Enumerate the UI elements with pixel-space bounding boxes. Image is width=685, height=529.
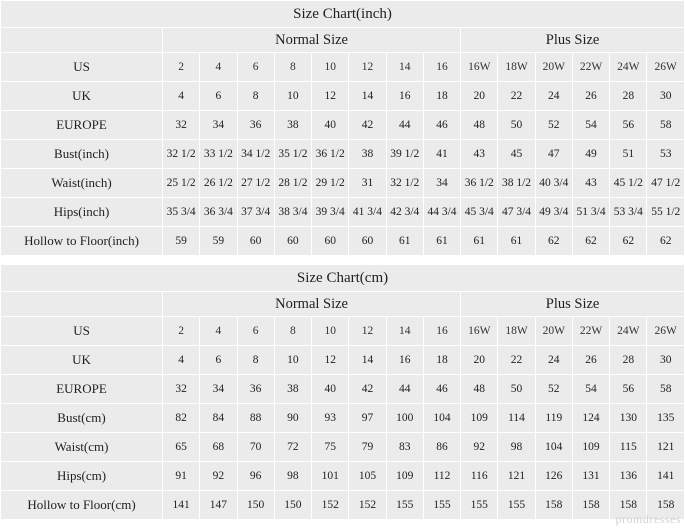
cell: 33 1/2	[200, 140, 237, 169]
table-row	[1, 404, 685, 433]
cell: 48	[461, 111, 498, 140]
table-title-row	[1, 265, 685, 292]
cell: 38	[349, 140, 386, 169]
cell: 12	[349, 53, 386, 82]
cell: 56	[610, 375, 647, 404]
cell: 101	[312, 462, 349, 491]
row-label: UK	[1, 82, 163, 111]
row-label: Bust(cm)	[1, 404, 163, 433]
cell: 44 3/4	[423, 198, 460, 227]
cell: 38 3/4	[274, 198, 311, 227]
table-row	[1, 433, 685, 462]
cell: 26W	[647, 317, 685, 346]
cell: 141	[647, 462, 685, 491]
row-label: Hollow to Floor(inch)	[1, 227, 163, 256]
cell: 26 1/2	[200, 169, 237, 198]
cell: 51	[610, 140, 647, 169]
cell: 4	[163, 82, 200, 111]
cell: 68	[200, 433, 237, 462]
cell: 54	[572, 375, 609, 404]
cell: 61	[386, 227, 423, 256]
cell: 8	[274, 53, 311, 82]
cell: 16W	[461, 317, 498, 346]
cell: 41	[423, 140, 460, 169]
cell: 115	[610, 433, 647, 462]
cell: 93	[312, 404, 349, 433]
cell: 38	[274, 375, 311, 404]
table-row	[1, 169, 685, 198]
cell: 46	[423, 111, 460, 140]
cell: 58	[647, 375, 685, 404]
row-label: EUROPE	[1, 375, 163, 404]
cell: 36	[237, 375, 274, 404]
cell: 36	[237, 111, 274, 140]
cell: 32 1/2	[386, 169, 423, 198]
cell: 150	[237, 491, 274, 520]
cell: 83	[386, 433, 423, 462]
cell: 97	[349, 404, 386, 433]
cell: 10	[274, 82, 311, 111]
row-label: US	[1, 53, 163, 82]
cell: 56	[610, 111, 647, 140]
watermark-text: promdresses	[615, 512, 681, 526]
cell: 47 1/2	[647, 169, 685, 198]
cell: 92	[461, 433, 498, 462]
cell: 36 1/2	[461, 169, 498, 198]
row-label: Waist(inch)	[1, 169, 163, 198]
cell: 14	[349, 82, 386, 111]
cell: 109	[572, 433, 609, 462]
cell: 26W	[647, 53, 685, 82]
cell: 130	[610, 404, 647, 433]
cell: 158	[647, 491, 685, 520]
cell: 152	[349, 491, 386, 520]
cell: 62	[647, 227, 685, 256]
cell: 136	[610, 462, 647, 491]
cell: 105	[349, 462, 386, 491]
corner-cell	[1, 292, 163, 317]
table-row	[1, 82, 685, 111]
cell: 155	[498, 491, 535, 520]
cell: 36 1/2	[312, 140, 349, 169]
cell: 40	[312, 375, 349, 404]
table-row	[1, 198, 685, 227]
cell: 32 1/2	[163, 140, 200, 169]
cell: 84	[200, 404, 237, 433]
cell: 18	[423, 346, 460, 375]
cell: 31	[349, 169, 386, 198]
cell: 43	[461, 140, 498, 169]
corner-cell	[1, 28, 163, 53]
cell: 12	[349, 317, 386, 346]
cell: 44	[386, 111, 423, 140]
cell: 6	[237, 53, 274, 82]
cell: 59	[163, 227, 200, 256]
size-chart-cm-block	[0, 264, 685, 520]
cell: 4	[200, 317, 237, 346]
cell: 131	[572, 462, 609, 491]
cell: 40	[312, 111, 349, 140]
cell: 14	[349, 346, 386, 375]
cell: 37 3/4	[237, 198, 274, 227]
cell: 92	[200, 462, 237, 491]
cell: 62	[535, 227, 572, 256]
row-label: Bust(inch)	[1, 140, 163, 169]
size-chart-inch-table	[0, 0, 685, 256]
cell: 8	[237, 346, 274, 375]
cell: 36 3/4	[200, 198, 237, 227]
cell: 8	[237, 82, 274, 111]
cell: 26	[572, 346, 609, 375]
cell: 20	[461, 82, 498, 111]
cell: 150	[274, 491, 311, 520]
cell: 29 1/2	[312, 169, 349, 198]
cell: 16	[386, 82, 423, 111]
cell: 46	[423, 375, 460, 404]
cell: 22	[498, 346, 535, 375]
cell: 20	[461, 346, 498, 375]
cell: 4	[200, 53, 237, 82]
cell: 14	[386, 317, 423, 346]
cell: 22W	[572, 53, 609, 82]
cell: 47	[535, 140, 572, 169]
cell: 59	[200, 227, 237, 256]
cell: 158	[535, 491, 572, 520]
cell: 45 1/2	[610, 169, 647, 198]
cell: 16	[423, 317, 460, 346]
cell: 51 3/4	[572, 198, 609, 227]
row-label: Waist(cm)	[1, 433, 163, 462]
cell: 18W	[498, 317, 535, 346]
table-row	[1, 227, 685, 256]
cell: 82	[163, 404, 200, 433]
cell: 4	[163, 346, 200, 375]
cell: 35 3/4	[163, 198, 200, 227]
cell: 155	[423, 491, 460, 520]
table-row	[1, 140, 685, 169]
cell: 60	[312, 227, 349, 256]
chart-title: Size Chart(cm)	[1, 265, 685, 292]
table-row	[1, 491, 685, 520]
cell: 88	[237, 404, 274, 433]
cell: 124	[572, 404, 609, 433]
cell: 12	[312, 346, 349, 375]
cell: 55 1/2	[647, 198, 685, 227]
cell: 104	[535, 433, 572, 462]
cell: 100	[386, 404, 423, 433]
group-header-normal: Normal Size	[163, 292, 461, 317]
table-title-row	[1, 1, 685, 28]
cell: 6	[200, 82, 237, 111]
cell: 6	[200, 346, 237, 375]
cell: 60	[274, 227, 311, 256]
cell: 39 1/2	[386, 140, 423, 169]
cell: 155	[386, 491, 423, 520]
cell: 91	[163, 462, 200, 491]
cell: 53	[647, 140, 685, 169]
table-group-row	[1, 292, 685, 317]
cell: 12	[312, 82, 349, 111]
cell: 41 3/4	[349, 198, 386, 227]
cell: 48	[461, 375, 498, 404]
cell: 62	[610, 227, 647, 256]
cell: 119	[535, 404, 572, 433]
cell: 22	[498, 82, 535, 111]
cell: 49 3/4	[535, 198, 572, 227]
cell: 22W	[572, 317, 609, 346]
cell: 152	[312, 491, 349, 520]
cell: 109	[461, 404, 498, 433]
cell: 158	[572, 491, 609, 520]
cell: 26	[572, 82, 609, 111]
cell: 50	[498, 111, 535, 140]
table-row	[1, 375, 685, 404]
cell: 96	[237, 462, 274, 491]
cell: 104	[423, 404, 460, 433]
cell: 43	[572, 169, 609, 198]
cell: 10	[312, 317, 349, 346]
cell: 38 1/2	[498, 169, 535, 198]
cell: 52	[535, 375, 572, 404]
cell: 61	[423, 227, 460, 256]
cell: 28 1/2	[274, 169, 311, 198]
cell: 79	[349, 433, 386, 462]
row-label: US	[1, 317, 163, 346]
cell: 20W	[535, 53, 572, 82]
cell: 61	[498, 227, 535, 256]
cell: 42	[349, 375, 386, 404]
cell: 60	[349, 227, 386, 256]
cell: 112	[423, 462, 460, 491]
cell: 52	[535, 111, 572, 140]
cell: 75	[312, 433, 349, 462]
cell: 65	[163, 433, 200, 462]
cell: 155	[461, 491, 498, 520]
cell: 62	[572, 227, 609, 256]
cell: 16	[386, 346, 423, 375]
cell: 58	[647, 111, 685, 140]
cell: 25 1/2	[163, 169, 200, 198]
cell: 45	[498, 140, 535, 169]
group-header-plus: Plus Size	[461, 28, 685, 53]
cell: 158	[610, 491, 647, 520]
cell: 53 3/4	[610, 198, 647, 227]
cell: 49	[572, 140, 609, 169]
cell: 114	[498, 404, 535, 433]
cell: 34	[200, 111, 237, 140]
cell: 61	[461, 227, 498, 256]
cell: 109	[386, 462, 423, 491]
cell: 72	[274, 433, 311, 462]
row-label: Hips(inch)	[1, 198, 163, 227]
cell: 45 3/4	[461, 198, 498, 227]
table-group-row	[1, 28, 685, 53]
cell: 8	[274, 317, 311, 346]
cell: 27 1/2	[237, 169, 274, 198]
cell: 135	[647, 404, 685, 433]
cell: 32	[163, 111, 200, 140]
cell: 32	[163, 375, 200, 404]
cell: 42 3/4	[386, 198, 423, 227]
cell: 54	[572, 111, 609, 140]
table-row	[1, 346, 685, 375]
cell: 116	[461, 462, 498, 491]
group-header-normal: Normal Size	[163, 28, 461, 53]
cell: 18	[423, 82, 460, 111]
table-row	[1, 462, 685, 491]
cell: 30	[647, 346, 685, 375]
cell: 121	[647, 433, 685, 462]
chart-title: Size Chart(inch)	[1, 1, 685, 28]
table-row	[1, 111, 685, 140]
cell: 98	[274, 462, 311, 491]
cell: 28	[610, 346, 647, 375]
row-label: Hollow to Floor(cm)	[1, 491, 163, 520]
cell: 90	[274, 404, 311, 433]
cell: 20W	[535, 317, 572, 346]
cell: 44	[386, 375, 423, 404]
cell: 14	[386, 53, 423, 82]
row-label: Hips(cm)	[1, 462, 163, 491]
cell: 47 3/4	[498, 198, 535, 227]
chart-separator	[0, 256, 685, 264]
cell: 70	[237, 433, 274, 462]
cell: 147	[200, 491, 237, 520]
cell: 24	[535, 346, 572, 375]
cell: 24	[535, 82, 572, 111]
size-chart-cm-table	[0, 264, 685, 520]
cell: 10	[274, 346, 311, 375]
cell: 30	[647, 82, 685, 111]
cell: 38	[274, 111, 311, 140]
cell: 10	[312, 53, 349, 82]
cell: 24W	[610, 53, 647, 82]
row-label: UK	[1, 346, 163, 375]
cell: 6	[237, 317, 274, 346]
cell: 86	[423, 433, 460, 462]
cell: 40 3/4	[535, 169, 572, 198]
cell: 50	[498, 375, 535, 404]
cell: 121	[498, 462, 535, 491]
cell: 18W	[498, 53, 535, 82]
cell: 39 3/4	[312, 198, 349, 227]
cell: 34 1/2	[237, 140, 274, 169]
cell: 16W	[461, 53, 498, 82]
group-header-plus: Plus Size	[461, 292, 685, 317]
size-chart-inch-block	[0, 0, 685, 256]
row-label: EUROPE	[1, 111, 163, 140]
table-row	[1, 317, 685, 346]
cell: 60	[237, 227, 274, 256]
cell: 34	[423, 169, 460, 198]
cell: 141	[163, 491, 200, 520]
cell: 98	[498, 433, 535, 462]
cell: 28	[610, 82, 647, 111]
cell: 2	[163, 53, 200, 82]
cell: 42	[349, 111, 386, 140]
cell: 24W	[610, 317, 647, 346]
cell: 34	[200, 375, 237, 404]
cell: 2	[163, 317, 200, 346]
cell: 16	[423, 53, 460, 82]
cell: 126	[535, 462, 572, 491]
table-row	[1, 53, 685, 82]
cell: 35 1/2	[274, 140, 311, 169]
